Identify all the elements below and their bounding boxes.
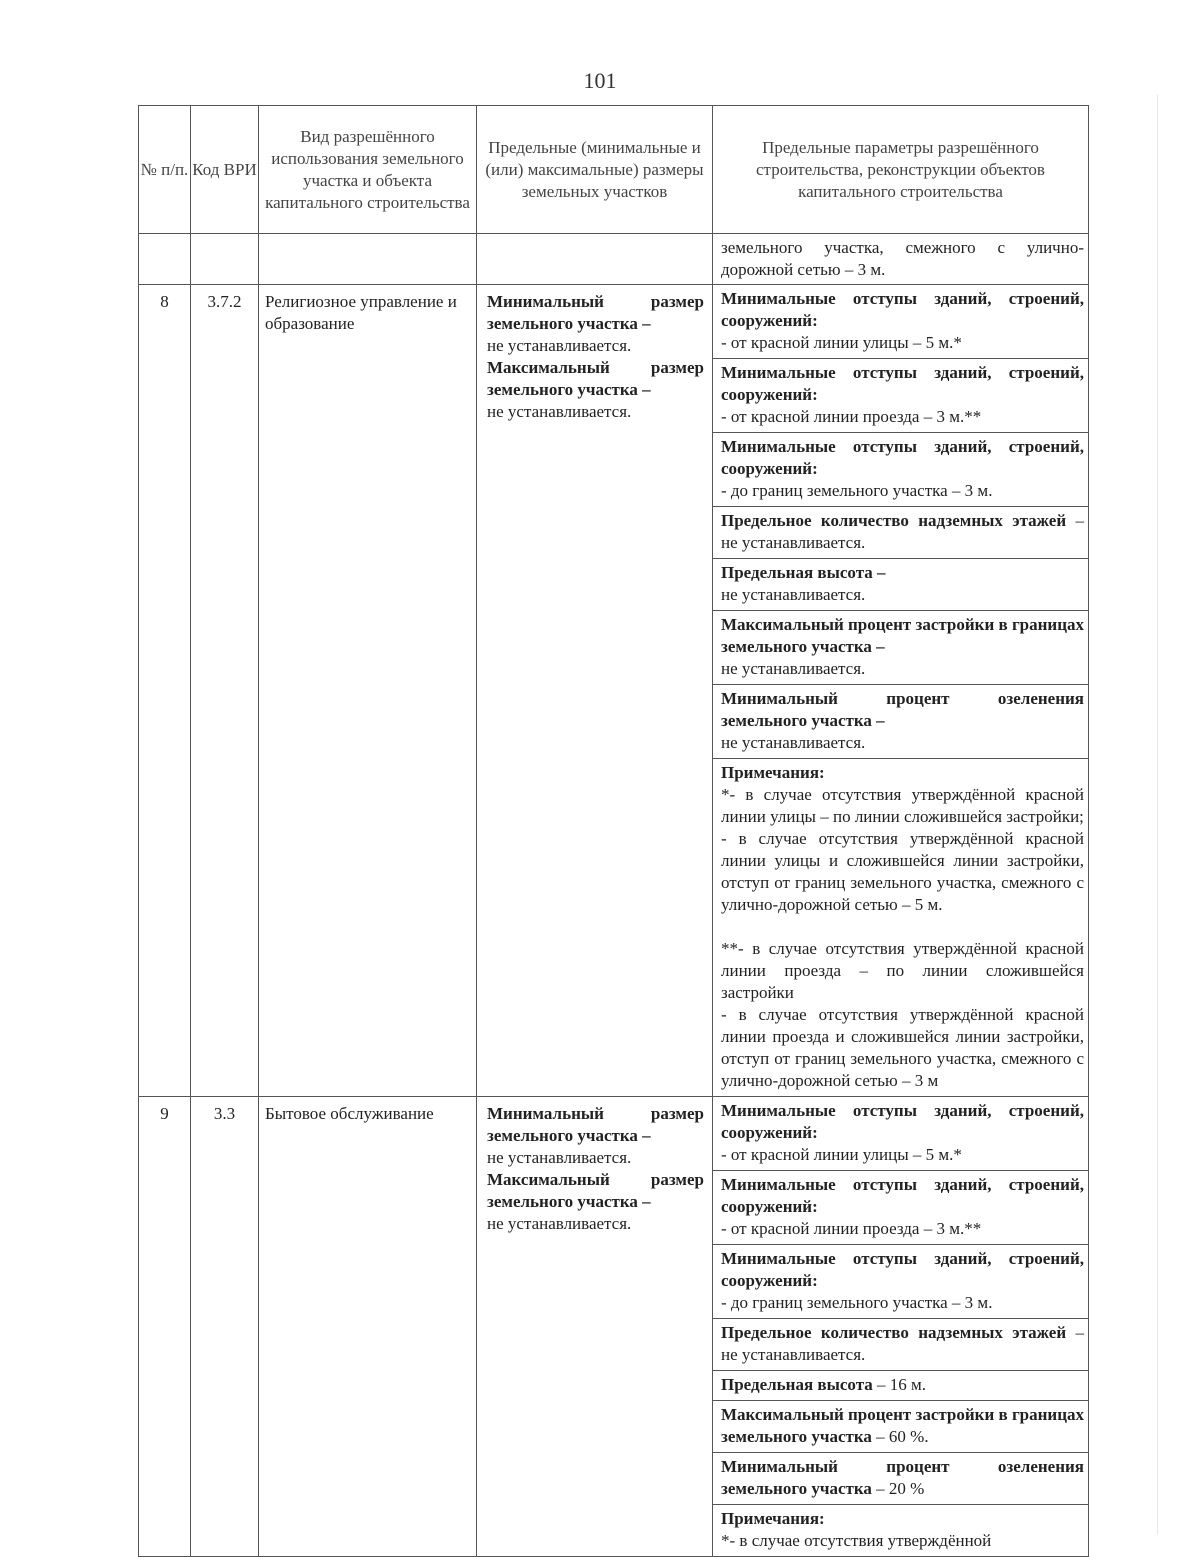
param-block: Предельная высота – 16 м.: [713, 1371, 1088, 1401]
row-params: [713, 1097, 1089, 1557]
param-block: Минимальные отступы зданий, строений, сооружений: - от красной линии проезда – 3 м.**: [713, 359, 1088, 433]
row-num: 8: [139, 285, 191, 1097]
row-sizes: Минимальный размер земельного участка – не устанавливается. Максимальный размер земельного участка – не устанавливается.: [477, 1097, 713, 1557]
param-block: Минимальные отступы зданий, строений, сооружений: - до границ земельного участка – 3 м.: [713, 433, 1088, 507]
row-kind: Бытовое обслуживание: [259, 1097, 477, 1557]
page-number: 101: [583, 68, 617, 93]
param-block: Минимальные отступы зданий, строений, сооружений: - от красной линии улицы – 5 м.*: [713, 1097, 1088, 1171]
header-num: № п/п.: [139, 106, 191, 234]
header-kind: Вид разрешённого использования земельного участка и объекта капитального строительства: [259, 106, 477, 234]
scan-margin-line: [1157, 95, 1158, 1535]
param-block: Максимальный процент застройки в границах земельного участка – не устанавливается.: [713, 611, 1088, 685]
row-params: [713, 285, 1089, 1097]
param-block: Минимальные отступы зданий, строений, сооружений: - от красной линии проезда – 3 м.**: [713, 1171, 1088, 1245]
param-block: Максимальный процент застройки в границах земельного участка – 60 %.: [713, 1401, 1088, 1453]
param-block: Предельная высота – не устанавливается.: [713, 559, 1088, 611]
param-block: Минимальные отступы зданий, строений, сооружений: - до границ земельного участка – 3 м.: [713, 1245, 1088, 1319]
param-block: Предельное количество надземных этажей – не устанавливается.: [713, 1319, 1088, 1371]
notes-block: Примечания: *- в случае отсутствия утверждённой: [721, 1509, 992, 1550]
header-sizes: Предельные (минимальные и (или) максимальные) размеры земельных участков: [477, 106, 713, 234]
notes-block: Примечания: *- в случае отсутствия утверждённой красной линии улицы – по линии сложившейся застройки; - в случае отсутствия утверждённой красной линии улицы и сложившейся линии застройки, отступ от границ земельного участка, смежного с улично-дорожной сетью – 5 м. **- в случае отсутствия утверждённой красной линии проезда – по линии сложившейся застройки - в случае отсутствия утверждённой красной линии проезда и сложившейся линии застройки, отступ от границ земельного участка, смежного с улично-дорожной сетью – 3 м: [721, 763, 1084, 1090]
param-block: Минимальные отступы зданий, строений, сооружений: - от красной линии улицы – 5 м.*: [713, 285, 1088, 359]
continuation-cell: земельного участка, смежного с улично-дорожной сетью – 3 м.: [713, 234, 1089, 285]
table-row: [139, 1097, 1089, 1557]
param-block: Минимальный процент озеленения земельного участка – не устанавливается.: [713, 685, 1088, 759]
row-code: 3.3: [191, 1097, 259, 1557]
row-code: 3.7.2: [191, 285, 259, 1097]
row-kind: Религиозное управление и образование: [259, 285, 477, 1097]
land-use-table: [138, 105, 1089, 1557]
row-num: 9: [139, 1097, 191, 1557]
table-row: [139, 285, 1089, 1097]
continuation-row: [139, 234, 1089, 285]
header-params: Предельные параметры разрешённого строительства, реконструкции объектов капитального строительства: [713, 106, 1089, 234]
header-code: Код ВРИ: [191, 106, 259, 234]
param-block: Минимальный процент озеленения земельного участка – 20 %: [713, 1453, 1088, 1505]
param-block: Предельное количество надземных этажей – не устанавливается.: [713, 507, 1088, 559]
row-sizes: Минимальный размер земельного участка – не устанавливается. Максимальный размер земельного участка – не устанавливается.: [477, 285, 713, 1097]
table-header-row: [139, 106, 1089, 234]
